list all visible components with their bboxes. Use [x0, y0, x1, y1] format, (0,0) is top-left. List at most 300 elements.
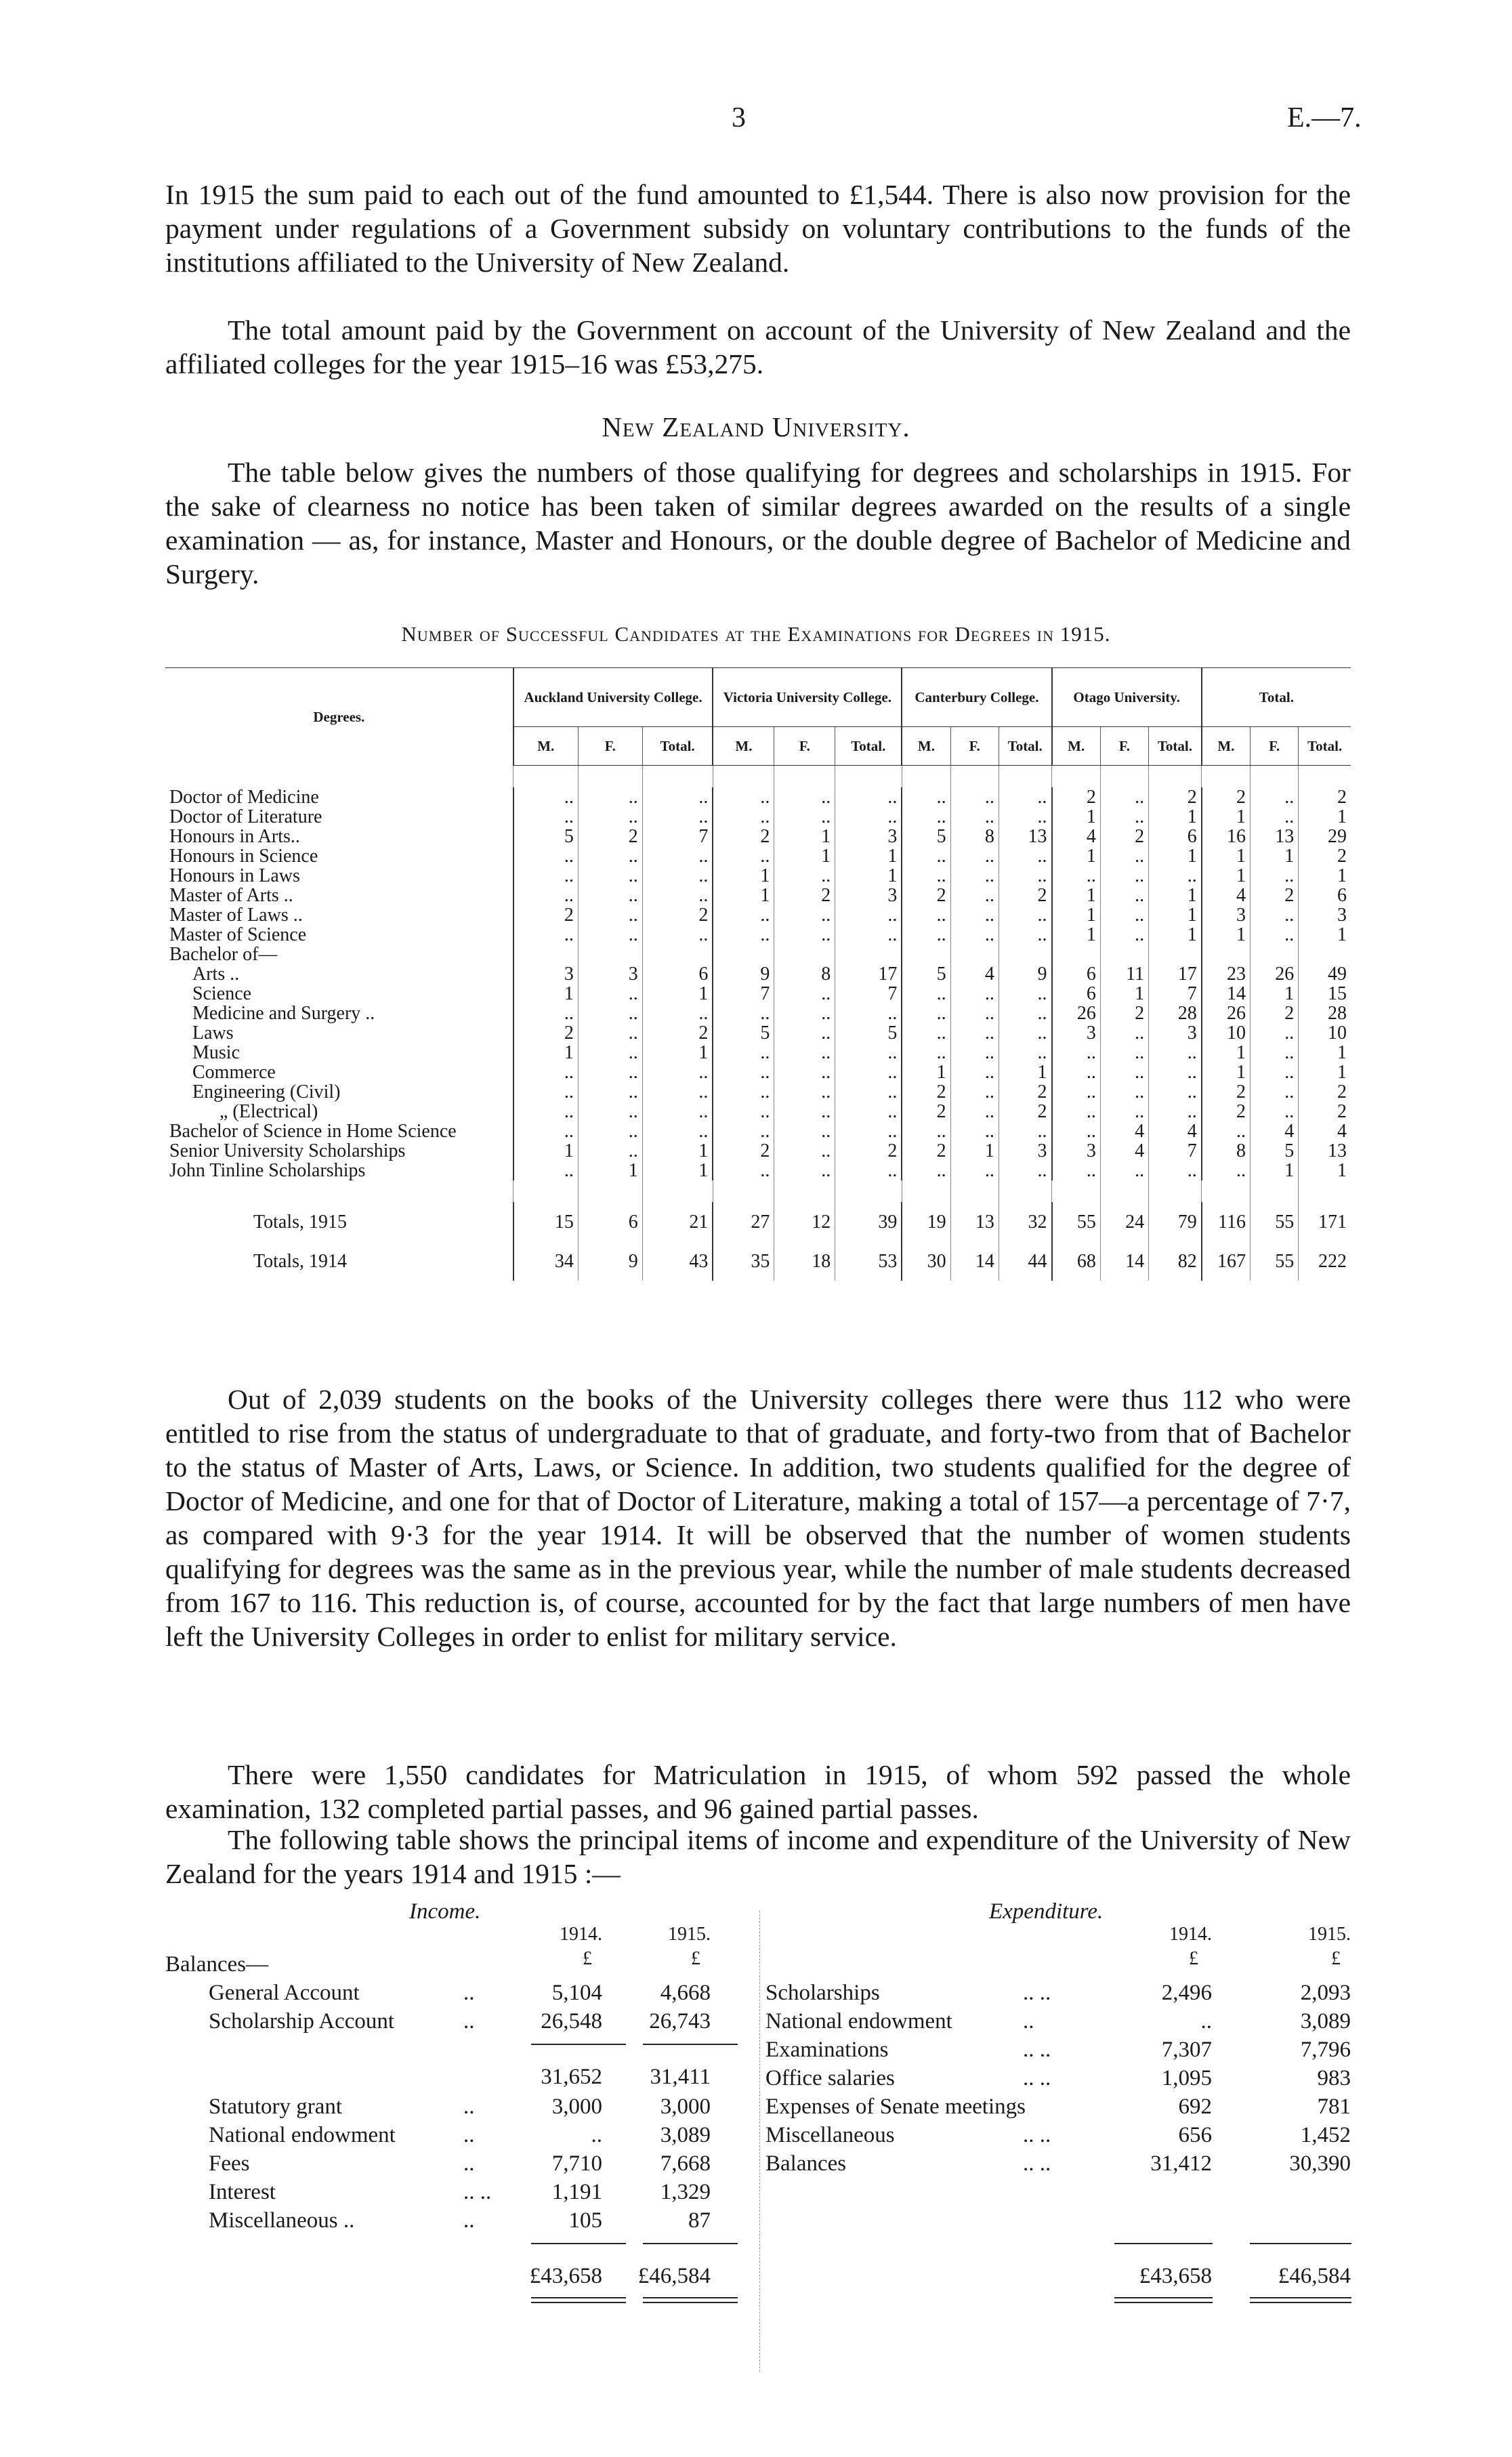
expenditure-item-1915: 7,796 [1300, 2038, 1351, 2062]
row-cell: 1 [513, 984, 579, 1004]
expenditure-item-1915: 2,093 [1300, 1981, 1351, 2005]
row-cell: .. [1052, 1102, 1101, 1121]
row-cell: .. [835, 1161, 902, 1180]
expenditure-item-1914: 7,307 [1161, 2038, 1212, 2062]
row-cell: .. [713, 1121, 774, 1141]
row-cell: .. [1251, 1043, 1299, 1062]
row-cell: .. [713, 1082, 774, 1102]
row-cell: 10 [1299, 1023, 1351, 1043]
row-cell: 1 [1202, 846, 1251, 866]
table-row [165, 1102, 1351, 1121]
row-cell [902, 945, 950, 964]
row-cell: 1 [1052, 846, 1101, 866]
row-cell: .. [513, 787, 579, 807]
row-cell: 1 [1149, 905, 1202, 925]
row-cell: .. [1251, 1082, 1299, 1102]
row-cell: 4 [1251, 1121, 1299, 1141]
row-cell: 55 [1251, 1202, 1299, 1241]
row-cell: .. [642, 787, 713, 807]
row-cell: .. [513, 846, 579, 866]
income-rule-1915 [643, 2044, 738, 2045]
expenditure-title: Expenditure. [989, 1899, 1104, 1924]
row-cell: .. [642, 1102, 713, 1121]
row-cell: .. [1251, 1102, 1299, 1121]
row-cell: .. [642, 807, 713, 827]
table-row [165, 905, 1351, 925]
expenditure-item-dots: .. .. [1023, 2038, 1051, 2062]
table-row [165, 787, 1351, 807]
expenditure-total-rule-1914 [1114, 2243, 1213, 2244]
row-cell: 1 [1202, 1062, 1251, 1082]
income-item-1914: .. [591, 2123, 602, 2147]
balances-label: Balances— [165, 1952, 269, 1977]
row-cell: .. [578, 1102, 642, 1121]
row-cell: 1 [1299, 1161, 1351, 1180]
row-cell: 3 [999, 1141, 1051, 1161]
row-cell [1251, 945, 1299, 964]
expenditure-year-1915: 1915. [1308, 1924, 1351, 1945]
row-cell: 4 [1100, 1141, 1148, 1161]
row-cell: 5 [902, 964, 950, 984]
row-cell: .. [1100, 905, 1148, 925]
row-cell: .. [578, 1004, 642, 1023]
matriculation-paragraph: There were 1,550 candidates for Matriculation in 1915, of whom 592 passed the whole examination, 132 completed partial passes, and 96 gained partial passes. [165, 1759, 1351, 1824]
table-row [165, 1023, 1351, 1043]
row-cell: 1 [1251, 846, 1299, 866]
row-cell: .. [774, 1161, 835, 1180]
row-cell: .. [902, 984, 950, 1004]
row-cell: .. [1100, 1023, 1148, 1043]
income-unit-1915: £ [691, 1948, 700, 1969]
group-header-canterbury: Canterbury College. [902, 668, 1051, 727]
row-cell: .. [713, 1004, 774, 1023]
row-cell: .. [999, 1043, 1051, 1062]
row-label: Bachelor of Science in Home Science [169, 1121, 457, 1142]
expenditure-item-1915: 983 [1317, 2066, 1351, 2090]
row-cell: 10 [1202, 1023, 1251, 1043]
subheader-m: M. [1052, 727, 1101, 766]
row-cell: 3 [578, 964, 642, 984]
subheader-f: F. [1251, 727, 1299, 766]
row-cell: 19 [902, 1202, 950, 1241]
row-cell: .. [950, 1161, 999, 1180]
row-cell: 8 [774, 964, 835, 984]
row-cell: .. [642, 866, 713, 886]
row-cell: .. [950, 866, 999, 886]
row-cell: .. [713, 807, 774, 827]
row-cell: .. [642, 925, 713, 945]
row-label: Science [192, 983, 252, 1004]
row-cell: .. [1052, 1161, 1101, 1180]
row-cell: 2 [1251, 886, 1299, 905]
row-cell: 1 [642, 984, 713, 1004]
row-cell: .. [902, 1023, 950, 1043]
row-cell [835, 945, 902, 964]
row-cell: 2 [578, 827, 642, 846]
row-cell: .. [999, 1023, 1051, 1043]
row-cell: 2 [902, 1141, 950, 1161]
income-expenditure-separator [759, 1911, 760, 2372]
row-cell: .. [835, 925, 902, 945]
row-cell: .. [999, 1161, 1051, 1180]
row-cell: 18 [774, 1241, 835, 1281]
row-cell [578, 945, 642, 964]
row-cell: 1 [513, 1141, 579, 1161]
income-item-1915: 26,743 [649, 2009, 711, 2033]
group-header-auckland: Auckland University College. [513, 668, 713, 727]
row-cell: .. [1100, 787, 1148, 807]
row-cell: .. [513, 1082, 579, 1102]
row-cell: .. [513, 807, 579, 827]
income-item-1914: 1,191 [551, 2180, 602, 2204]
expenditure-total-1915: £46,584 [1278, 2264, 1351, 2288]
row-cell: .. [999, 984, 1051, 1004]
row-cell [1299, 945, 1351, 964]
table-row [165, 1121, 1351, 1141]
row-cell: .. [578, 1082, 642, 1102]
row-cell: 24 [1100, 1202, 1148, 1241]
income-item-label: Statutory grant [209, 2094, 343, 2119]
row-cell: 11 [1100, 964, 1148, 984]
income-subtotal-1914: 31,652 [541, 2065, 602, 2089]
row-cell: 3 [513, 964, 579, 984]
row-cell: .. [774, 1102, 835, 1121]
income-section [165, 1897, 748, 2372]
row-cell: .. [1149, 1102, 1202, 1121]
row-cell: .. [1149, 866, 1202, 886]
row-cell: .. [578, 1121, 642, 1141]
row-cell: .. [1251, 905, 1299, 925]
row-cell: 9 [999, 964, 1051, 984]
row-cell: .. [835, 1043, 902, 1062]
row-cell: .. [713, 846, 774, 866]
row-cell: 2 [513, 905, 579, 925]
row-cell: 2 [1202, 1102, 1251, 1121]
row-cell: 1 [513, 1043, 579, 1062]
row-cell: 2 [902, 1102, 950, 1121]
row-cell: .. [642, 1121, 713, 1141]
expenditure-item-label: Expenses of Senate meetings [765, 2094, 1026, 2119]
table-row [165, 1004, 1351, 1023]
intro-paragraph-1: In 1915 the sum paid to each out of the fund amounted to £1,544. There is also now provision for the payment under regulations of a Government subsidy on voluntary contributions to the funds of the institutions affiliated to the University of New Zealand. [165, 179, 1351, 278]
row-cell: 5 [713, 1023, 774, 1043]
row-cell: 26 [1052, 1004, 1101, 1023]
row-cell: .. [1149, 1043, 1202, 1062]
row-cell: 4 [950, 964, 999, 984]
row-cell: .. [950, 807, 999, 827]
row-cell: 1 [1202, 1043, 1251, 1062]
row-cell: .. [513, 925, 579, 945]
row-cell: .. [835, 1082, 902, 1102]
row-cell: 2 [835, 1141, 902, 1161]
income-item-label: National endowment [209, 2123, 396, 2147]
table-spacer [165, 1180, 1351, 1202]
subheader-f: F. [578, 727, 642, 766]
row-label: Doctor of Literature [169, 806, 322, 827]
row-cell: 1 [1251, 984, 1299, 1004]
row-cell: 6 [578, 1202, 642, 1241]
row-cell: .. [578, 807, 642, 827]
row-cell: .. [950, 905, 999, 925]
row-cell: .. [950, 1082, 999, 1102]
expenditure-double-rule-1914 [1114, 2297, 1213, 2303]
expenditure-unit-1915: £ [1331, 1948, 1341, 1969]
row-cell: 1 [1052, 886, 1101, 905]
row-cell: 2 [774, 886, 835, 905]
row-cell: 2 [1299, 787, 1351, 807]
table-row [165, 1141, 1351, 1161]
row-cell: .. [999, 866, 1051, 886]
row-cell: 28 [1299, 1004, 1351, 1023]
row-cell: .. [1251, 807, 1299, 827]
expenditure-item-1915: 30,390 [1289, 2151, 1351, 2176]
row-cell: 3 [1299, 905, 1351, 925]
expenditure-section [765, 1897, 1351, 2372]
expenditure-item-1914: 692 [1178, 2094, 1212, 2119]
row-cell: 3 [835, 886, 902, 905]
row-cell: .. [774, 1043, 835, 1062]
row-cell: .. [999, 1004, 1051, 1023]
row-cell: .. [1149, 1082, 1202, 1102]
row-cell: 17 [1149, 964, 1202, 984]
row-cell: .. [513, 1102, 579, 1121]
row-cell: 1 [1149, 925, 1202, 945]
row-cell: 1 [1202, 925, 1251, 945]
income-total-1915: £46,584 [637, 2264, 711, 2288]
expenditure-item-dots: .. .. [1023, 2066, 1051, 2090]
income-double-rule-1914 [531, 2297, 626, 2303]
row-cell: 7 [713, 984, 774, 1004]
row-cell: 2 [1299, 1082, 1351, 1102]
row-cell: .. [513, 1004, 579, 1023]
row-cell: .. [1052, 1062, 1101, 1082]
row-cell: .. [642, 1062, 713, 1082]
row-cell: 4 [1202, 886, 1251, 905]
row-cell: 13 [1299, 1141, 1351, 1161]
row-cell: 7 [1149, 984, 1202, 1004]
row-cell: 2 [999, 1082, 1051, 1102]
row-label: Honours in Science [169, 846, 318, 867]
row-cell: 15 [513, 1202, 579, 1241]
row-cell: 30 [902, 1241, 950, 1281]
row-cell: .. [902, 807, 950, 827]
row-cell: 2 [1202, 787, 1251, 807]
expenditure-item-1915: 1,452 [1300, 2123, 1351, 2147]
expenditure-item-1915: 781 [1317, 2094, 1351, 2119]
income-item-dots: .. [463, 2151, 475, 2176]
table-row [165, 945, 1351, 964]
expenditure-item-1914: 2,496 [1161, 1981, 1212, 2005]
row-label: Master of Science [169, 924, 307, 945]
row-cell: .. [1052, 1082, 1101, 1102]
row-cell: 3 [1052, 1141, 1101, 1161]
row-cell: 23 [1202, 964, 1251, 984]
income-item-1915: 4,668 [660, 1981, 711, 2005]
finance-intro-paragraph: The following table shows the principal items of income and expenditure of the University of New Zealand for the years 1914 and 1915 :— [165, 1824, 1351, 1889]
row-cell: 55 [1251, 1241, 1299, 1281]
row-label: Honours in Arts.. [169, 826, 300, 847]
row-cell: 1 [1052, 905, 1101, 925]
row-cell: 13 [950, 1202, 999, 1241]
row-cell: .. [999, 1121, 1051, 1141]
table-row [165, 964, 1351, 984]
row-cell: 1 [1202, 807, 1251, 827]
row-cell: 3 [1052, 1023, 1101, 1043]
row-cell: .. [774, 1004, 835, 1023]
row-cell: .. [578, 1062, 642, 1082]
row-label: Music [192, 1042, 240, 1063]
row-cell: 7 [1149, 1141, 1202, 1161]
row-cell: 14 [950, 1241, 999, 1281]
row-cell: .. [1149, 1062, 1202, 1082]
row-cell: 2 [902, 886, 950, 905]
row-cell: 3 [1149, 1023, 1202, 1043]
row-cell: .. [713, 1043, 774, 1062]
row-cell: 26 [1251, 964, 1299, 984]
income-item-label: General Account [209, 1981, 360, 2005]
row-cell: .. [513, 1161, 579, 1180]
income-item-dots: .. [463, 1981, 475, 2005]
row-cell: 6 [642, 964, 713, 984]
row-cell: 8 [950, 827, 999, 846]
expenditure-total-rule-1915 [1250, 2243, 1351, 2244]
row-cell: 116 [1202, 1202, 1251, 1241]
row-cell: 32 [999, 1202, 1051, 1241]
row-label: Doctor of Medicine [169, 787, 319, 808]
row-cell: 2 [999, 886, 1051, 905]
table-row [165, 1161, 1351, 1180]
group-header-victoria: Victoria University College. [713, 668, 902, 727]
row-cell [713, 945, 774, 964]
row-cell: 6 [1149, 827, 1202, 846]
row-cell: .. [1052, 1121, 1101, 1141]
expenditure-item-dots: .. [1023, 2009, 1034, 2033]
row-cell: 1 [1299, 807, 1351, 827]
row-cell: .. [950, 1043, 999, 1062]
row-cell: .. [950, 1023, 999, 1043]
row-cell [1100, 945, 1148, 964]
row-cell: .. [774, 866, 835, 886]
table-spacer [165, 766, 1351, 788]
row-cell: 1 [835, 846, 902, 866]
row-cell: .. [1251, 925, 1299, 945]
row-cell: 1 [642, 1161, 713, 1180]
row-cell: .. [950, 925, 999, 945]
row-cell: 1 [578, 1161, 642, 1180]
subheader-total: Total. [642, 727, 713, 766]
income-item-label: Fees [209, 2151, 250, 2176]
expenditure-year-1914: 1914. [1169, 1924, 1212, 1945]
row-cell: 171 [1299, 1202, 1351, 1241]
row-cell: .. [902, 1161, 950, 1180]
row-cell: .. [950, 1121, 999, 1141]
row-cell: .. [1202, 1121, 1251, 1141]
income-rule-1914 [531, 2044, 626, 2045]
income-item-dots: .. [463, 2208, 475, 2233]
income-item-1915: 3,089 [660, 2123, 711, 2147]
row-cell: .. [950, 787, 999, 807]
row-cell: .. [774, 1121, 835, 1141]
table-intro-paragraph: The table below gives the numbers of those qualifying for degrees and scholarships in 1915. For the sake of clearness no notice has been taken of similar degrees awarded on the results of a single examination — as, for instance, Master and Honours, or the double degree of Bachelor of Medicine and Surgery. [165, 457, 1351, 590]
subheader-total: Total. [1149, 727, 1202, 766]
row-cell: 6 [1052, 964, 1101, 984]
income-item-label: Interest [209, 2180, 276, 2204]
row-cell: .. [713, 1062, 774, 1082]
row-cell: 82 [1149, 1241, 1202, 1281]
row-cell: .. [835, 1102, 902, 1121]
table-row [165, 984, 1351, 1004]
row-cell: .. [902, 1121, 950, 1141]
income-unit-1914: £ [583, 1948, 592, 1969]
row-cell: 2 [1052, 787, 1101, 807]
row-cell: 21 [642, 1202, 713, 1241]
row-cell: .. [1100, 886, 1148, 905]
row-cell: 1 [1149, 846, 1202, 866]
row-cell: .. [835, 905, 902, 925]
row-cell: .. [578, 846, 642, 866]
row-cell: 17 [835, 964, 902, 984]
row-cell [1149, 945, 1202, 964]
row-cell: .. [774, 1062, 835, 1082]
row-label: Commerce [192, 1062, 276, 1083]
row-cell [999, 945, 1051, 964]
expenditure-item-1914: 31,412 [1150, 2151, 1212, 2176]
row-cell: .. [1100, 925, 1148, 945]
subheader-m: M. [513, 727, 579, 766]
row-cell: 1 [1149, 886, 1202, 905]
income-item-label: Miscellaneous .. [209, 2208, 355, 2233]
expenditure-item-label: Balances [765, 2151, 847, 2176]
row-cell: 9 [713, 964, 774, 984]
row-cell: .. [835, 1062, 902, 1082]
row-cell: 2 [1299, 1102, 1351, 1121]
row-label: Bachelor of— [169, 944, 278, 965]
income-year-1915: 1915. [668, 1924, 711, 1945]
row-cell: .. [835, 1121, 902, 1141]
row-label: Arts .. [192, 964, 240, 985]
row-cell: .. [642, 1082, 713, 1102]
row-cell: 27 [713, 1202, 774, 1241]
row-cell: 2 [1251, 1004, 1299, 1023]
row-cell: 2 [513, 1023, 579, 1043]
row-cell: .. [1100, 1161, 1148, 1180]
income-item-1915: 7,668 [660, 2151, 711, 2176]
row-label: Medicine and Surgery .. [192, 1003, 375, 1024]
expenditure-item-label: Examinations [765, 2038, 889, 2062]
row-cell: 167 [1202, 1241, 1251, 1281]
section-heading: New Zealand University. [602, 411, 910, 442]
income-item-1915: 3,000 [660, 2094, 711, 2119]
row-label: „ (Electrical) [219, 1101, 318, 1122]
table-row [165, 886, 1351, 905]
row-cell: .. [513, 866, 579, 886]
row-cell: 14 [1202, 984, 1251, 1004]
totals-row [165, 1241, 1351, 1281]
row-cell: 1 [1202, 866, 1251, 886]
intro-paragraph-2: The total amount paid by the Government on account of the University of New Zealand and the affiliated colleges for the year 1915–16 was £53,275. [165, 314, 1351, 379]
income-total-1914: £43,658 [529, 2264, 602, 2288]
row-cell: 35 [713, 1241, 774, 1281]
row-cell: .. [902, 1004, 950, 1023]
row-label: Senior University Scholarships [169, 1140, 406, 1161]
row-cell: .. [513, 1121, 579, 1141]
income-double-rule-1915 [643, 2297, 738, 2303]
row-cell [513, 945, 579, 964]
row-label: Totals, 1915 [253, 1211, 348, 1233]
row-cell: 4 [1149, 1121, 1202, 1141]
row-cell: 26 [1202, 1004, 1251, 1023]
row-cell: 4 [1100, 1121, 1148, 1141]
